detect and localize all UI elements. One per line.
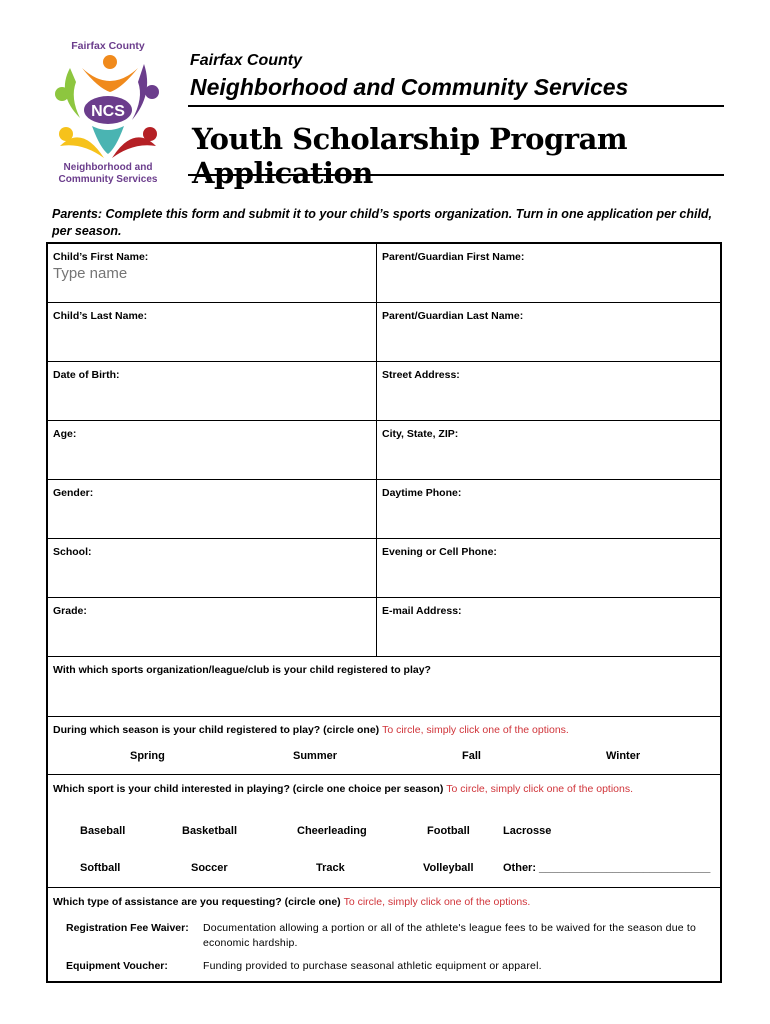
form-row	[48, 480, 720, 539]
assistance-hint: To circle, simply click one of the options.	[343, 896, 531, 908]
application-form	[46, 242, 722, 983]
parent-last-name-label: Parent/Guardian Last Name:	[382, 310, 524, 322]
child-first-name-input[interactable]	[53, 265, 353, 282]
sport-option-soccer[interactable]: Soccer	[191, 862, 228, 874]
season-question: During which season is your child registered to play? (circle one) To circle, simply click one of the options.	[53, 724, 569, 736]
gender-label: Gender:	[53, 487, 94, 499]
sport-option-lacrosse[interactable]: Lacrosse	[503, 825, 552, 837]
daytime-phone-cell[interactable]	[377, 480, 720, 538]
email-label: E-mail Address:	[382, 605, 462, 617]
form-row	[48, 362, 720, 421]
sport-option-basketball[interactable]: Basketball	[182, 825, 238, 837]
ncs-figures-icon	[52, 54, 164, 162]
age-cell[interactable]	[48, 421, 377, 479]
child-first-name-cell[interactable]	[48, 244, 377, 302]
sport-option-other[interactable]: Other: ____________________________	[503, 862, 711, 874]
evening-phone-label: Evening or Cell Phone:	[382, 546, 497, 558]
equipment-voucher-description: Funding provided to purchase seasonal athletic equipment or apparel.	[203, 960, 542, 972]
assistance-question: Which type of assistance are you requesting? (circle one) To circle, simply click one of the options.	[53, 896, 531, 908]
season-option-winter[interactable]: Winter	[606, 750, 641, 762]
sport-option-baseball[interactable]: Baseball	[80, 825, 126, 837]
child-last-name-cell[interactable]	[48, 303, 377, 361]
season-hint: To circle, simply click one of the options.	[382, 724, 569, 736]
season-option-fall[interactable]: Fall	[462, 750, 481, 762]
school-cell[interactable]	[48, 539, 377, 597]
logo-bottom-text: Neighborhood and Community Services	[58, 162, 158, 185]
city-state-zip-cell[interactable]	[377, 421, 720, 479]
page-title: Youth Scholarship Program Application	[192, 122, 628, 190]
sport-row	[48, 775, 720, 888]
date-of-birth-cell[interactable]	[48, 362, 377, 420]
parent-first-name-cell[interactable]	[377, 244, 720, 302]
street-address-label: Street Address:	[382, 369, 460, 381]
assistance-option-fee-waiver[interactable]: Registration Fee Waiver:	[66, 922, 189, 934]
child-last-name-label: Child’s Last Name:	[53, 310, 148, 322]
fee-waiver-description: Documentation allowing a portion or all of the athlete's league fees to be waived for the season due to economic hardship.	[203, 922, 697, 949]
sport-option-cheerleading[interactable]: Cheerleading	[297, 825, 367, 837]
logo-county-text: Fairfax County	[71, 40, 145, 52]
gender-cell[interactable]	[48, 480, 377, 538]
assistance-option-equipment-voucher[interactable]: Equipment Voucher:	[66, 960, 168, 972]
sport-option-softball[interactable]: Softball	[80, 862, 121, 874]
header-department: Neighborhood and Community Services	[190, 74, 629, 100]
header-rule-bottom	[188, 174, 724, 176]
form-row	[48, 244, 720, 303]
form-row	[48, 539, 720, 598]
street-address-cell[interactable]	[377, 362, 720, 420]
form-row	[48, 421, 720, 480]
email-cell[interactable]	[377, 598, 720, 656]
sport-option-volleyball[interactable]: Volleyball	[423, 862, 474, 874]
organization-question: With which sports organization/league/club is your child registered to play?	[53, 664, 431, 676]
ncs-logo	[46, 36, 170, 196]
sport-question: Which sport is your child interested in playing? (circle one choice per season) To circle, simply click one of the options.	[53, 783, 634, 795]
parent-first-name-label: Parent/Guardian First Name:	[382, 251, 525, 263]
assistance-row	[48, 888, 720, 983]
sport-option-football[interactable]: Football	[427, 825, 470, 837]
form-row	[48, 303, 720, 362]
grade-label: Grade:	[53, 605, 87, 617]
school-label: School:	[53, 546, 92, 558]
child-first-name-label: Child’s First Name:	[53, 251, 149, 263]
season-option-summer[interactable]: Summer	[293, 750, 338, 762]
organization-row[interactable]	[48, 657, 720, 717]
season-option-spring[interactable]: Spring	[130, 750, 165, 762]
season-row	[48, 717, 720, 775]
header-rule-top	[188, 105, 724, 107]
city-state-zip-label: City, State, ZIP:	[382, 428, 459, 440]
sport-hint: To circle, simply click one of the options.	[446, 783, 634, 795]
age-label: Age:	[53, 428, 77, 440]
svg-text:NCS: NCS	[91, 103, 125, 120]
grade-cell[interactable]	[48, 598, 377, 656]
evening-phone-cell[interactable]	[377, 539, 720, 597]
header-county: Fairfax County	[190, 52, 303, 69]
instructions: Parents: Complete this form and submit it to your child’s sports organization. Turn in one application per child, per season.	[52, 207, 713, 238]
date-of-birth-label: Date of Birth:	[53, 369, 120, 381]
daytime-phone-label: Daytime Phone:	[382, 487, 462, 499]
sport-option-track[interactable]: Track	[316, 862, 345, 874]
form-row	[48, 598, 720, 657]
parent-last-name-cell[interactable]	[377, 303, 720, 361]
